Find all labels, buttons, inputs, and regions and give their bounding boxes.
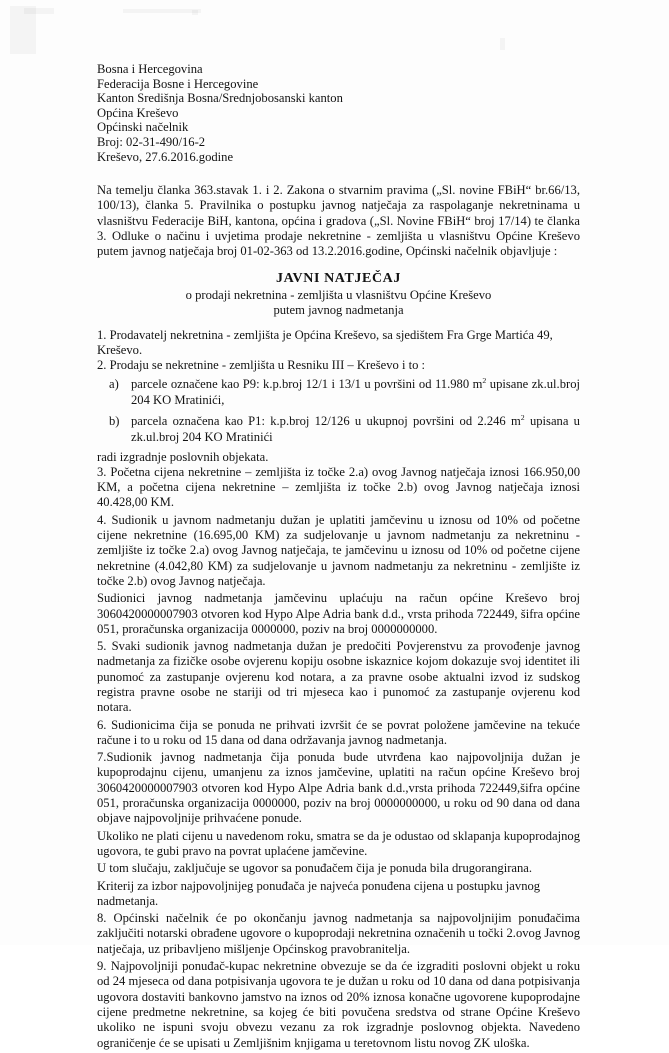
letterhead-line-reference-number: Broj: 02-31-490/16-2 <box>97 134 206 149</box>
letterhead-line-canton: Kanton Središnja Bosna/Srednjobosanski kanton <box>97 91 343 106</box>
sub-item-marker-a: a) <box>109 376 119 391</box>
clause-3: 3. Početna cijena nekretnine – zemljišta iz točke 2.a) ovog Javnog natječaja iznosi 166.950,00 KM, a početna cijena nekretnine – zemljišta iz točke 2.b) ovog Javnog natječaja iznosi 40.428,00 KM. <box>97 464 580 510</box>
letterhead-line-federation: Federacija Bosne i Hercegovine <box>97 76 259 91</box>
clause-2-item-a <box>97 376 580 409</box>
clause-4-payment-details: Sudionici javnog nadmetanja jamčevinu uplaćuju na račun općine Kreševo broj 3060420000007903 otvoren kod Hypo Alpe Adria bank d.d., vrsta prihoda 722449, šifra općine 051, proračunska organizacija 0000000, poziv na broj 0000000000. <box>97 591 580 636</box>
scan-artifact <box>24 8 54 14</box>
letterhead-line-place-date: Kreševo, 27.6.2016.godine <box>97 149 234 164</box>
document-body <box>97 62 580 1053</box>
sub-item-b-text-before: parcela označena kao P1: k.p.broj 12/126 u ukupnoj površini od 2.246 m <box>131 413 521 428</box>
sub-item-b-text-after: upisana u zk.ul.broj 204 KO Mratinići <box>131 413 580 445</box>
letterhead-line-mayor: Općinski načelnik <box>97 120 189 135</box>
legal-basis-paragraph: Na temelju članka 363.stavak 1. i 2. Zakona o stvarnim pravima („Sl. novine FBiH“ br.66/13, 100/13), članka 5. Pravilnika o postupku javnog natječaja za raspolaganje nekretninama u vlasništvu Federacije BiH, kantona, općina i gradova („Sl. Novine FBiH“ broj 17/14) te članka 3. Odluke o načinu i uvjetima prodaje nekretnine - zemljišta u vlasništvu Općine Kreševo putem javnog natječaja broj 01-02-363 od 13.2.2016.godine, Općinski načelnik objavljuje : <box>97 183 580 259</box>
clause-7-nonpayment: Ukoliko ne plati cijenu u navedenom roku, smatra se da je odustao od sklapanja kupoprodajnog ugovora, te gubi pravo na povrat uplaćene jamčevine. <box>97 828 580 858</box>
document-title: JAVNI NATJEČAJ <box>276 270 401 286</box>
document-subtitle-line-1: o prodaji nekretnina - zemljišta u vlasništvu Općine Kreševo <box>185 287 492 302</box>
sub-item-marker-b: b) <box>109 413 120 428</box>
scan-artifact <box>10 6 36 54</box>
document-title-block <box>97 270 580 318</box>
scan-artifact <box>500 38 505 50</box>
clause-4: 4. Sudionik u javnom nadmetanju dužan je uplatiti jamčevinu u iznosu od 10% od početne cijene nekretnine (16.695,00 KM) za sudjelovanje u javnom nadmetanju za nekretninu - zemljište iz točke 2.a) ovog Javnog natječaja, te jamčevinu u iznosu od 10% od početne cijene nekretnine (4.042,80 KM) za sudjelovanje u javnom nadmetanju za nekretninu - zemljište iz točke 2.b) ovog Javnog natječaja. <box>97 512 580 588</box>
clause-2: 2. Prodaju se nekretnine - zemljišta u Resniku III – Kreševo i to : <box>97 358 426 373</box>
clause-2-item-b <box>97 413 580 446</box>
sub-item-text-a <box>131 376 580 409</box>
sub-item-a-text-before: parcele označene kao P9: k.p.broj 12/1 i 13/1 u površini od 11.980 m <box>131 376 483 391</box>
clause-2-sublist <box>97 376 580 446</box>
letterhead-line-municipality: Općina Kreševo <box>97 105 179 120</box>
scan-artifact <box>123 9 201 13</box>
sub-item-a-superscript: 2 <box>482 375 487 385</box>
sub-item-a-text-after: upisane zk.ul.broj 204 KO Mratinići, <box>131 376 580 408</box>
clause-5: 5. Svaki sudionik javnog nadmetanja dužan je predočiti Povjerenstvu za provođenje javnog nadmetanja za fizičke osobe ovjerenu kopiju osobne iskaznice kojom dokazuje svoj identitet ili punomoć za zastupanje ovjerenu kod notara, a za pravne osobe aktualni izvod iz sudskog registra pravne osobe ne stariji od tri mjeseca kao i punomoć za zastupanje ovjerenu kod notara. <box>97 639 580 715</box>
clause-1: 1. Prodavatelj nekretnina - zemljišta je Općina Kreševo, sa sjedištem Fra Grge Martića 49, Kreševo. <box>97 327 553 357</box>
clause-6: 6. Sudionicima čija se ponuda ne prihvati izvršit će se povrat položene jamčevine na tekuće račune i to u roku od 15 dana od dana održavanja javnog nadmetanja. <box>97 717 580 747</box>
clause-8: 8. Općinski načelnik će po okončanju javnog nadmetanja sa najpovoljnijim ponuđačima zaključiti notarski obrađene ugovore o kupoprodaji nekretnina označenih u točki 2.ovog Javnog natječaja, uz pribavljeno mišljenje Općinskog pravobranitelja. <box>97 911 580 956</box>
scan-artifact <box>192 10 198 15</box>
clause-9: 9. Najpovoljniji ponuđač-kupac nekretnine obvezuje se da će izgraditi poslovni objekt u roku od 24 mjeseca od dana potpisivanja ugovora te je dužan u roku od 10 dana od dana potpisivanja ugovora dostaviti bankovno jamstvo na iznos od 20% iznosa konačne ugovorene kupoprodajne cijene predmetne nekretnine, sa kojeg će biti povučena sredstva od strane Općine Kreševo ukoliko ne ispuni svoju obvezu vezanu za rok izgradnje poslovnog objekta. Navedeno ograničenje će se upisati u Zemljišnim knjigama u teretovnom listu novog ZK uloška. <box>97 959 580 1050</box>
document-subtitle-line-2: putem javnog nadmetanja <box>273 302 404 317</box>
clause-7-criteria: Kriterij za izbor najpovoljnijeg ponuđača je najveća ponuđena cijena u postupku javnog nadmetanja. <box>97 878 541 908</box>
letterhead <box>97 62 580 164</box>
sub-item-b-superscript: 2 <box>520 412 525 422</box>
clause-7: 7.Sudionik javnog nadmetanja čija ponuda bude utvrđena kao najpovoljnija dužan je kupoprodajnu cijenu, umanjenu za iznos jamčevine, uplatiti na račun općine Kreševo broj 3060420000007903 otvoren kod Hypo Alpe Adria bank d.d.,vrsta prihoda 722449,šifra općine 051, proračunska organizacija 0000000, poziv na broj 0000000000, u roku od 90 dana od dana objave najpovoljnije prihvaćene ponude. <box>97 750 580 826</box>
clause-2-purpose: radi izgradnje poslovnih objekata. <box>97 449 269 464</box>
sub-item-text-b <box>131 413 580 446</box>
clause-7-second-bidder: U tom slučaju, zaključuje se ugovor sa ponuđačem čija je ponuda bila drugorangirana. <box>97 861 533 876</box>
letterhead-line-country: Bosna i Hercegovina <box>97 62 203 76</box>
